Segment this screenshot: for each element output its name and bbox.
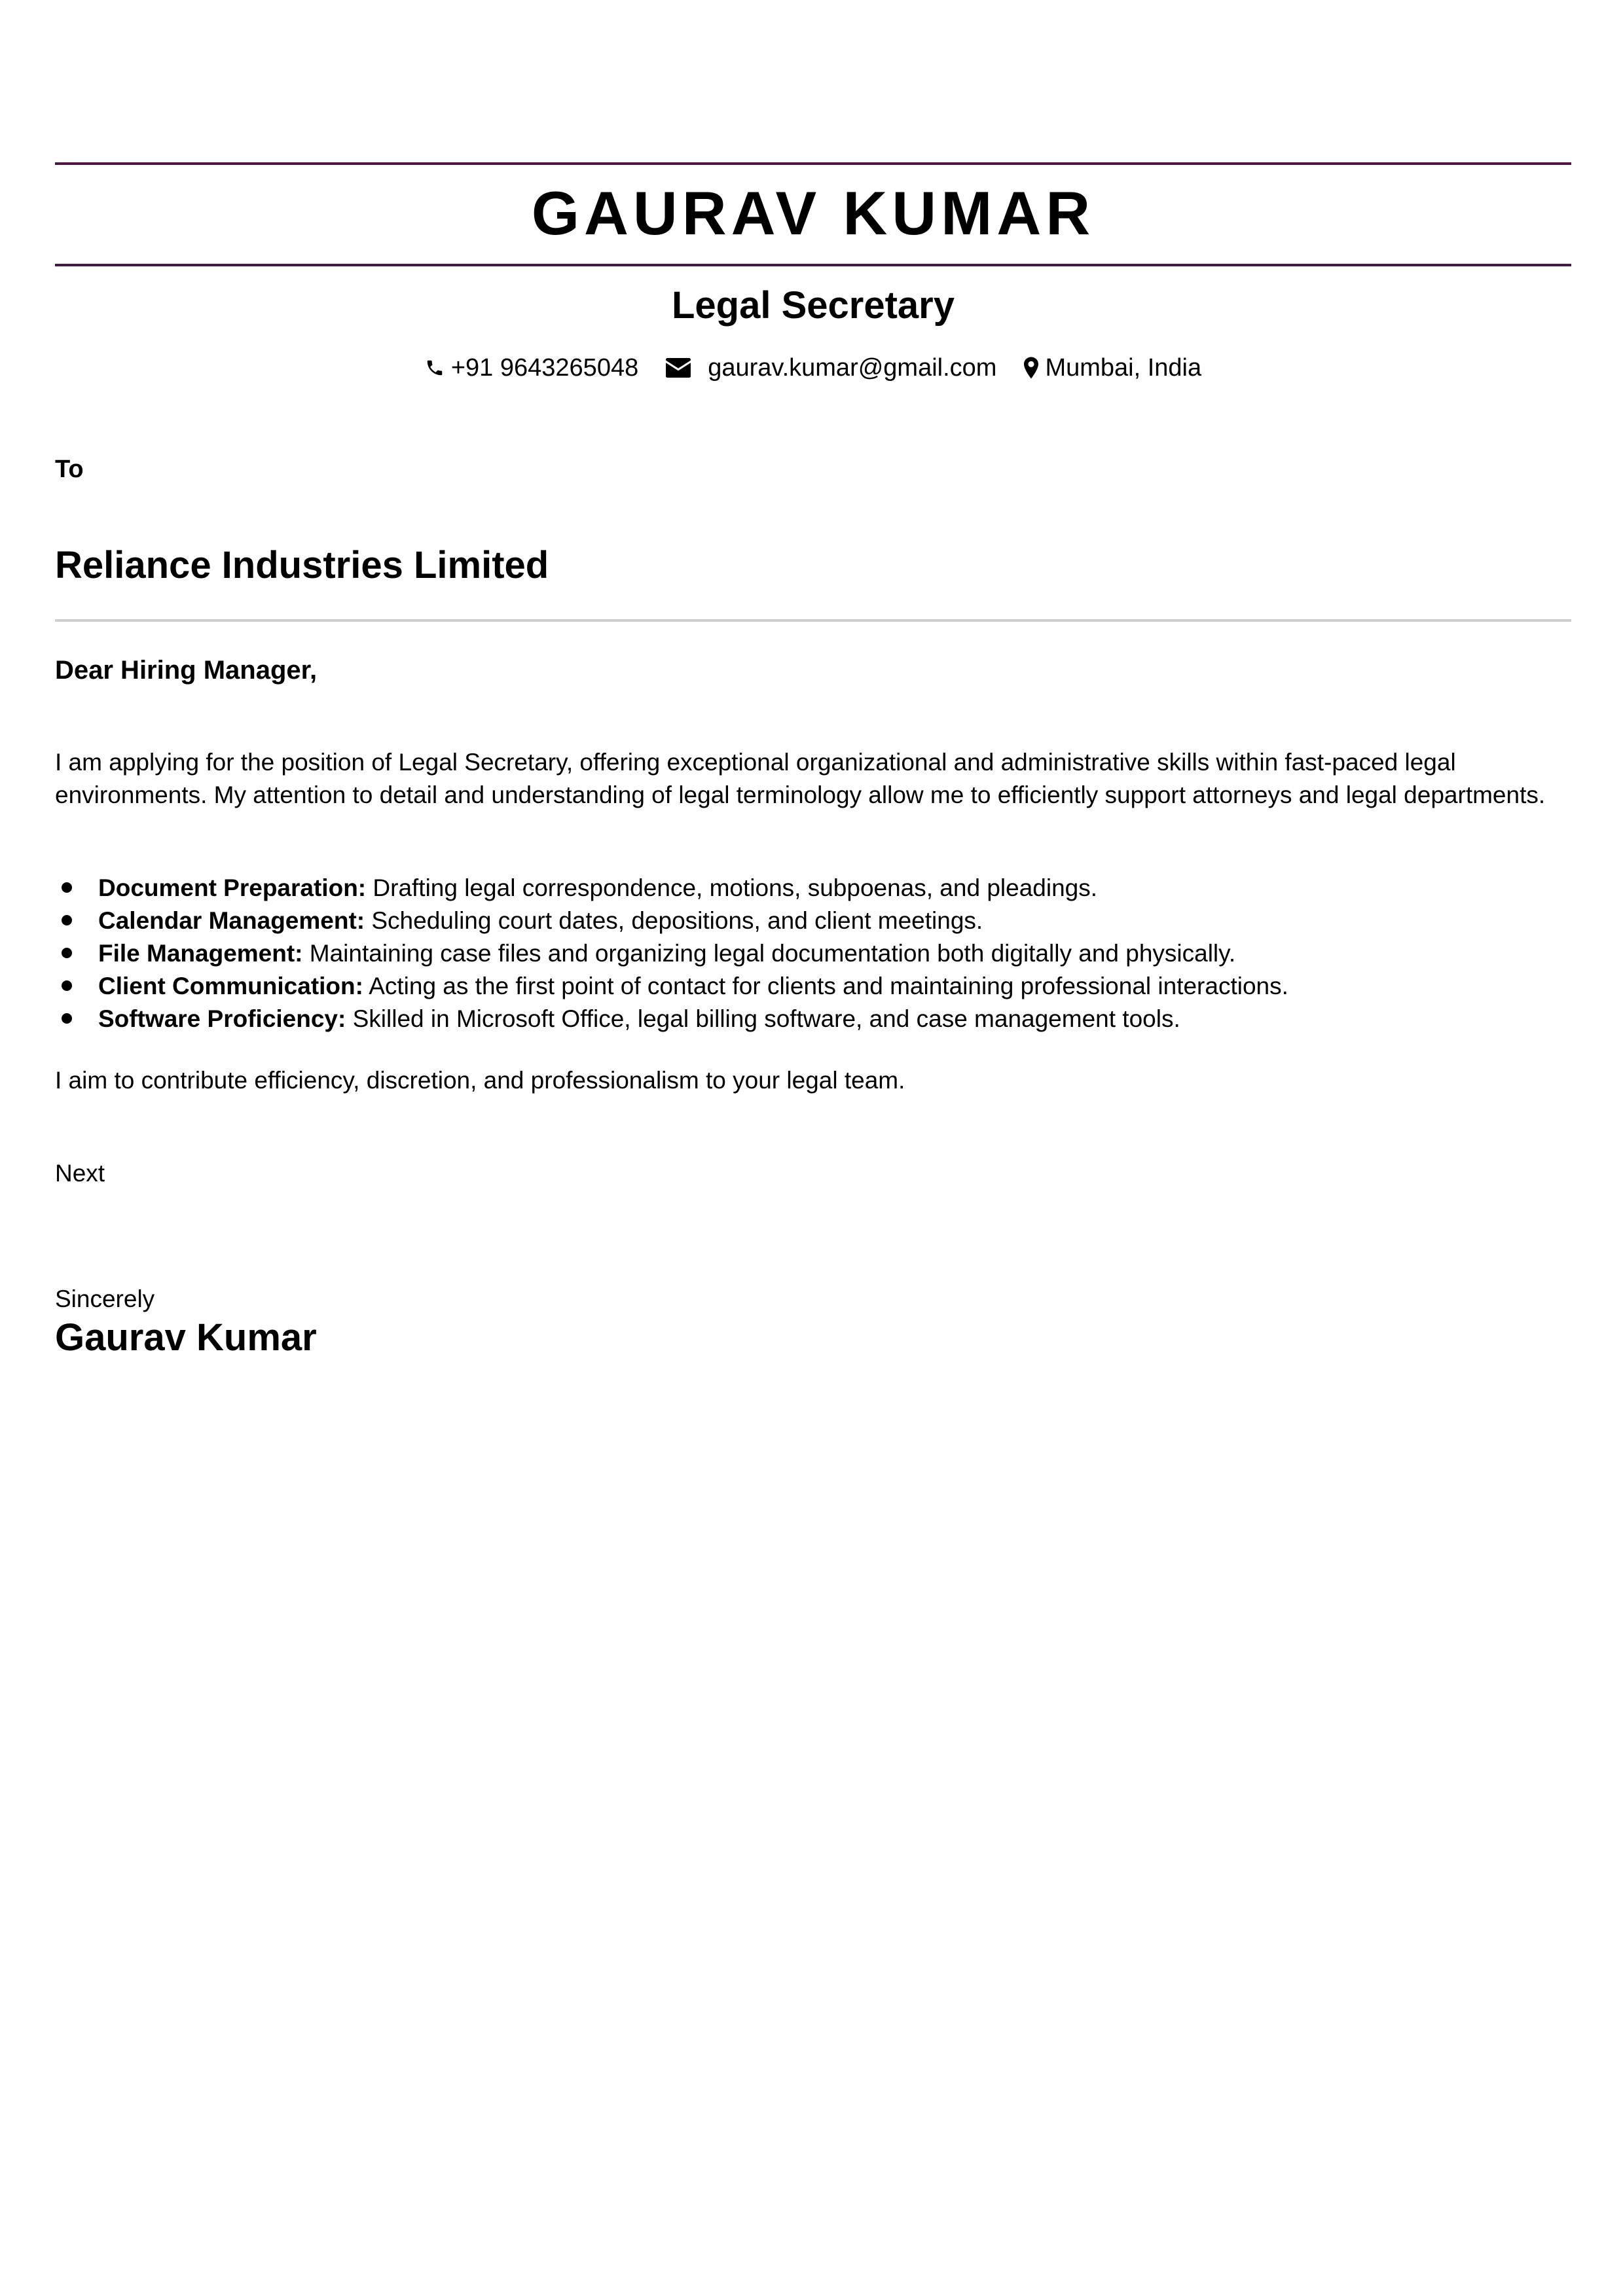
skill-term: Document Preparation:	[98, 874, 367, 901]
list-item	[55, 905, 1571, 937]
map-marker-icon	[1024, 357, 1038, 379]
skill-term: Client Communication:	[98, 973, 363, 999]
next-text: Next	[55, 1160, 105, 1187]
closing-paragraph: I aim to contribute efficiency, discretion, and professionalism to your legal team.	[55, 1067, 905, 1094]
applicant-name: GAURAV KUMAR	[531, 179, 1095, 247]
phone-icon	[425, 357, 445, 378]
skill-description: Acting as the first point of contact for clients and maintaining professional interactions.	[363, 973, 1288, 999]
contact-location	[1024, 351, 1201, 385]
contact-email	[666, 351, 996, 385]
skill-term: File Management:	[98, 940, 303, 967]
list-item	[55, 937, 1571, 970]
cover-letter-page	[55, 0, 1571, 2296]
intro-paragraph: I am applying for the position of Legal Secretary, offering exceptional organizational and administrative skills within fast-paced legal environments. My attention to detail and understanding of legal terminology allow me to efficiently support attorneys and legal departments.	[55, 749, 1546, 808]
bullet-icon	[62, 882, 72, 893]
bullet-icon	[62, 980, 72, 991]
to-label: To	[55, 456, 84, 483]
list-item	[55, 1003, 1571, 1035]
job-title: Legal Secretary	[671, 284, 955, 327]
header-top-rule	[55, 162, 1571, 165]
skill-description: Drafting legal correspondence, motions, subpoenas, and pleadings.	[366, 874, 1098, 901]
recipient-company: Reliance Industries Limited	[55, 544, 549, 586]
list-item	[55, 872, 1571, 905]
contact-info	[55, 351, 1571, 385]
envelope-icon	[666, 358, 691, 378]
skill-description: Skilled in Microsoft Office, legal billing software, and case management tools.	[346, 1005, 1180, 1032]
phone-number[interactable]: +91 9643265048	[450, 354, 639, 382]
skill-description: Scheduling court dates, depositions, and client meetings.	[365, 907, 983, 934]
location-text: Mumbai, India	[1045, 354, 1202, 382]
salutation: Dear Hiring Manager,	[55, 656, 318, 685]
section-divider	[55, 619, 1571, 622]
signature-name: Gaurav Kumar	[55, 1316, 317, 1359]
email-address[interactable]: gaurav.kumar@gmail.com	[708, 354, 997, 382]
list-item	[55, 970, 1571, 1003]
bullet-icon	[62, 1013, 72, 1024]
skills-list	[55, 872, 1571, 1035]
skill-description: Maintaining case files and organizing legal documentation both digitally and physically.	[302, 940, 1236, 967]
skill-term: Calendar Management:	[98, 907, 365, 934]
bullet-icon	[62, 948, 72, 958]
bullet-icon	[62, 915, 72, 925]
contact-phone	[425, 351, 638, 385]
signoff: Sincerely	[55, 1285, 155, 1312]
skill-term: Software Proficiency:	[98, 1005, 346, 1032]
header-bottom-rule	[55, 264, 1571, 266]
